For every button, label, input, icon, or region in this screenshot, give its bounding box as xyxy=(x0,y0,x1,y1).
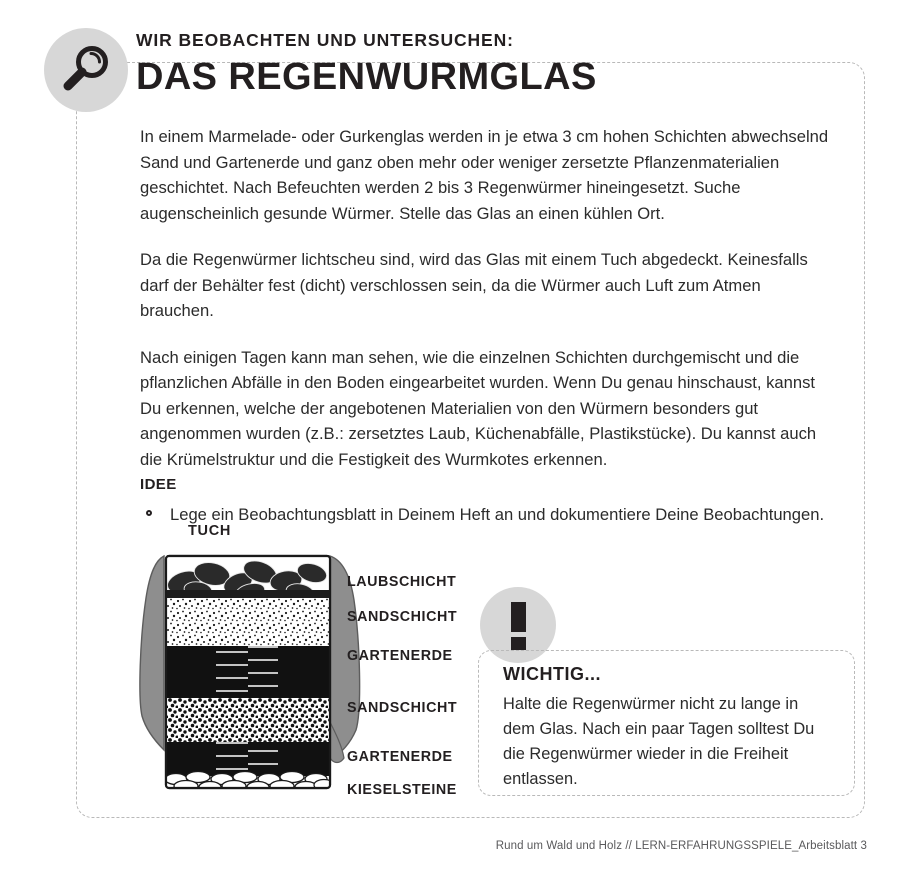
layer-label-kieselsteine: KIESELSTEINE xyxy=(347,782,457,798)
layer-label-sandschicht-lower: SANDSCHICHT xyxy=(347,700,458,716)
worksheet-header xyxy=(44,24,884,108)
header-kicker: WIR BEOBACHTEN UND UNTERSUCHEN: xyxy=(136,30,514,50)
layer-sand-upper xyxy=(166,598,330,646)
exclamation-bar xyxy=(511,602,526,632)
footer-source-line: Rund um Wald und Holz // LERN-ERFAHRUNGSSPIELE_Arbeitsblatt 3 xyxy=(495,840,867,852)
layer-label-gartenerde-upper: GARTENERDE xyxy=(347,648,453,664)
layer-label-gartenerde-lower: GARTENERDE xyxy=(347,749,453,765)
earthworm-jar-diagram xyxy=(128,518,468,808)
paragraph-intro: In einem Marmelade- oder Gurkenglas werden in je etwa 3 cm hohen Schichten abwechselnd Sand und Gartenerde und ganz oben mehr oder weniger zersetzte Pflanzenmaterialien geschichtet. Nach Befeuchten werden 2 bis 3 Regenwürmer hineingesetzt. Suche augenscheinlich gesunde Würmer. Stelle das Glas an einen kühlen Ort. xyxy=(140,127,829,223)
important-callout-box xyxy=(478,650,855,796)
callout-body: Halte die Regenwürmer nicht zu lange in dem Glas. Nach ein paar Tagen solltest Du die Regenwürmer wieder in die Freiheit entlassen. xyxy=(503,695,815,788)
worksheet-content xyxy=(140,124,830,527)
ring-bullet-icon xyxy=(146,510,152,516)
magnifier-icon xyxy=(44,28,128,112)
list-item-label: Lege ein Beobachtungsblatt in Deinem Heft an und dokumentiere Deine Beobachtungen. xyxy=(170,505,825,524)
page-title: DAS REGENWURMGLAS xyxy=(136,55,597,98)
header-text-block xyxy=(136,24,597,96)
callout-title: WICHTIG... xyxy=(503,664,601,684)
layer-soil-upper xyxy=(166,646,330,698)
layer-label-sandschicht-upper: SANDSCHICHT xyxy=(347,609,458,625)
paragraph-cover: Da die Regenwürmer lichtscheu sind, wird das Glas mit einem Tuch abgedeckt. Keinesfalls darf der Behälter fest (dicht) verschlossen sein, da die Würmer auch Luft zum Atmen brauchen. xyxy=(140,250,808,320)
layer-sand-lower xyxy=(166,698,330,742)
paragraph-observation: Nach einigen Tagen kann man sehen, wie die einzelnen Schichten durchgemischt und die pflanzlichen Abfälle in den Boden eingearbeitet wurden. Wenn Du genau hinschaust, kannst Du erkennen, welche der angebotenen Materialien von den Würmern besonders gut angenommen wurden (z.B.: zersetztes Laub, Küchenabfälle, Plastikstücke). Du kannst auch die Krümelstruktur und die Festigkeit des Wurmkotes erkennen. xyxy=(140,347,817,469)
layer-label-laubschicht: LAUBSCHICHT xyxy=(347,574,457,590)
cloth-label: TUCH xyxy=(188,523,232,539)
exclamation-dot xyxy=(511,637,526,650)
idee-heading: IDEE xyxy=(140,476,177,493)
